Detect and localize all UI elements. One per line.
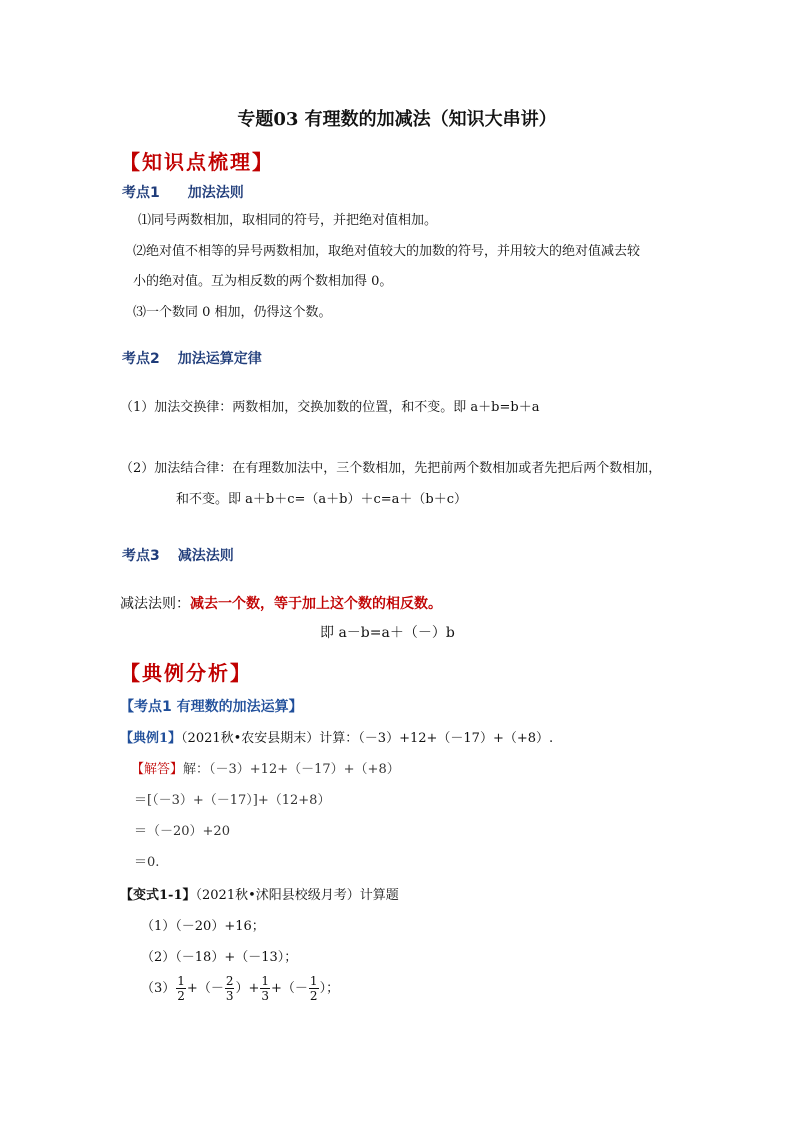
- subtraction-rule-emphasis: 减去一个数，等于加上这个数的相反数。: [190, 596, 442, 612]
- kaodian-1-label: 考点1: [122, 185, 160, 201]
- solution-line-2: ＝[（－3）+（－17）]+（12+8）: [134, 793, 331, 808]
- rule-2: ⑵绝对值不相等的异号两数相加，取绝对值较大的加数的符号，并用较大的绝对值减去较: [133, 244, 641, 259]
- problem-3-op-2: ）+: [235, 981, 260, 996]
- subtraction-rule-prefix: 减法法则：: [120, 596, 190, 612]
- kaodian-2-label: 考点2: [122, 351, 160, 367]
- problem-3-op-3: +（－: [271, 981, 308, 996]
- page-title: 专题03 有理数的加减法（知识大串讲）: [237, 109, 557, 130]
- problem-3: [141, 970, 339, 1008]
- problem-3-label: （3）: [141, 981, 176, 996]
- law-commutative: （1）加法交换律：两数相加，交换加数的位置，和不变。即 a＋b=b＋a: [120, 400, 540, 415]
- problem-3-op-1: +（－: [186, 981, 224, 996]
- problem-3-tail: ）；: [319, 981, 340, 996]
- solution-line-4: ＝0.: [134, 855, 160, 870]
- topic-1-heading: 【考点1 有理数的加法运算】: [120, 699, 303, 715]
- subtraction-rule: [120, 593, 442, 613]
- fraction-4: $\frac{1}{2}$: [309, 974, 318, 1003]
- kaodian-2-heading: [122, 348, 262, 368]
- solution-text-1: 解：（－3）+12+（－17）+（+8）: [183, 762, 400, 777]
- variant-1-1: [120, 884, 399, 903]
- rule-1: ⑴同号两数相加，取相同的符号，并把绝对值相加。: [138, 213, 438, 228]
- law-associative: （2）加法结合律：在有理数加法中，三个数相加，先把前两个数相加或者先把后两个数相加，: [120, 461, 662, 476]
- kaodian-3-heading: [122, 545, 234, 565]
- example-1-tag: 【典例1】: [120, 731, 182, 746]
- kaodian-1-name: 加法法则: [187, 185, 244, 201]
- example-1: [120, 727, 553, 746]
- subtraction-formula: 即 a－b=a＋（－）b: [320, 625, 455, 641]
- fraction-3: $\frac{1}{3}$: [261, 974, 270, 1003]
- variant-text: （2021秋•沭阳县校级月考）计算题: [195, 888, 399, 903]
- kaodian-1-heading: [122, 182, 244, 202]
- example-1-text: （2021秋•农安县期末）计算：（－3）+12+（－17）+（+8）.: [181, 731, 554, 746]
- fraction-1: $\frac{1}{2}$: [177, 974, 185, 1003]
- section-heading-knowledge: 【知识点梳理】: [120, 150, 274, 174]
- solution-line-3: ＝（－20）+20: [134, 824, 230, 839]
- problem-2: （2）（－18）+（－13）；: [141, 950, 298, 965]
- problem-1: （1）（－20）+16；: [141, 919, 265, 934]
- kaodian-3-label: 考点3: [122, 548, 160, 564]
- kaodian-2-name: 加法运算定律: [177, 351, 262, 367]
- kaodian-3-name: 减法法则: [177, 548, 234, 564]
- variant-tag: 【变式1-1】: [120, 888, 196, 903]
- law-associative-cont: 和不变。即 a＋b＋c=（a＋b）＋c=a＋（b＋c）: [176, 492, 467, 507]
- solution-line-1: [131, 758, 400, 777]
- solution-tag: 【解答】: [131, 762, 184, 777]
- rule-2-cont: 小的绝对值。互为相反数的两个数相加得 0。: [133, 274, 393, 289]
- fraction-2: $\frac{2}{3}$: [225, 974, 234, 1003]
- rule-3: ⑶一个数同 0 相加，仍得这个数。: [133, 305, 332, 320]
- section-heading-examples: 【典例分析】: [120, 661, 252, 685]
